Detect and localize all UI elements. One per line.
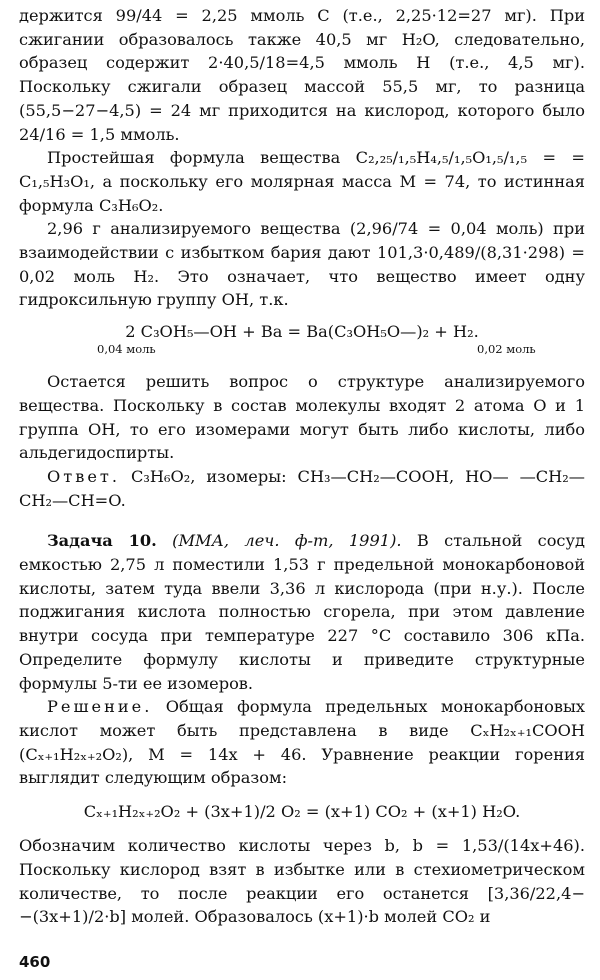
amount-left: 0,04 моль bbox=[97, 342, 156, 357]
equation-barium-amounts bbox=[19, 344, 585, 364]
paragraph-structure: Остается решить вопрос о структуре анализируемого вещества. Поскольку в состав молекулы входят 2 атома О и 1 группа ОН, то его изомерами могут быть либо кислоты, либо альдегидоспирты. bbox=[19, 372, 585, 463]
paragraph-simplest-formula: Простейшая формула вещества C₂,₂₅/₁,₅H₄,₅/₁,₅O₁,₅/₁,₅ = = C₁,₅H₃O₁, а поскольку его молярная масса M = 74, то истинная формула C₃H₆O₂. bbox=[19, 148, 585, 215]
document-page bbox=[19, 4, 585, 929]
task-label: Задача 10. bbox=[47, 531, 157, 551]
solution-text: Общая формула предельных монокарбоновых кислот может быть представлена в виде CₓH₂ₓ₊₁COOH (Cₓ₊₁H₂ₓ₊₂O₂), M = 14x + 46. Уравнение реакции горения выглядит следующим образом: bbox=[19, 697, 585, 788]
task-text: В стальной сосуд емкостью 2,75 л поместили 1,53 г предельной монокарбоновой кислоты, затем туда ввели 3,36 л кислорода (при н.у.). После поджигания кислота полностью сгорела, при этом давление внутри сосуда при температуре 227 °С составило 306 кПа. Определите формулу кислоты и приведите структурные формулы 5-ти ее изомеров. bbox=[19, 531, 585, 693]
answer-paragraph bbox=[19, 465, 585, 512]
answer-text: C₃H₆O₂, изомеры: CH₃—CH₂—COOH, HO— —CH₂—CH₂—CH=O. bbox=[19, 466, 585, 510]
paragraph-barium-reaction: 2,96 г анализируемого вещества (2,96/74 = 0,04 моль) при взаимодействии с избытком бария дают 101,3·0,489/(8,31·298) = 0,02 моль H₂. Это означает, что вещество имеет одну гидроксильную группу ОН, т.к. bbox=[19, 219, 585, 310]
task-source: (ММА, леч. ф-т, 1991). bbox=[172, 531, 402, 551]
solution-label: Решение. bbox=[47, 697, 153, 717]
task-paragraph bbox=[19, 529, 585, 695]
amount-right: 0,02 моль bbox=[477, 342, 536, 357]
equation-combustion: Cₓ₊₁H₂ₓ₊₂O₂ + (3x+1)/2 O₂ = (x+1) CO₂ + (x+1) H₂O. bbox=[83, 802, 521, 822]
answer-label: Ответ. bbox=[47, 466, 121, 486]
equation-barium: 2 C₃OH₅—OH + Ba = Ba(C₃OH₅O—)₂ + H₂. bbox=[125, 322, 479, 342]
paragraph-carbon-hydrogen: держится 99/44 = 2,25 ммоль С (т.е., 2,25·12=27 мг). При сжигании образовалось также 40,5 мг H₂O, следовательно, образец содержит 2·40,5/18=4,5 ммоль Н (т.е., 4,5 мг). Поскольку сжигали образец массой 55,5 мг, то разница (55,5−27−4,5) = 24 мг приходится на кислород, которого было 24/16 = 1,5 ммоль. bbox=[19, 6, 585, 144]
paragraph-oxygen-excess: Обозначим количество кислоты через b, b = 1,53/(14x+46). Поскольку кислород взят в избытке или в стехиометрическом количестве, то после реакции его останется [3,36/22,4− −(3x+1)/2·b] молей. Образовалось (x+1)·b молей CO₂ и bbox=[19, 836, 585, 927]
solution-paragraph bbox=[19, 695, 585, 790]
page-number: 460 bbox=[19, 953, 51, 971]
